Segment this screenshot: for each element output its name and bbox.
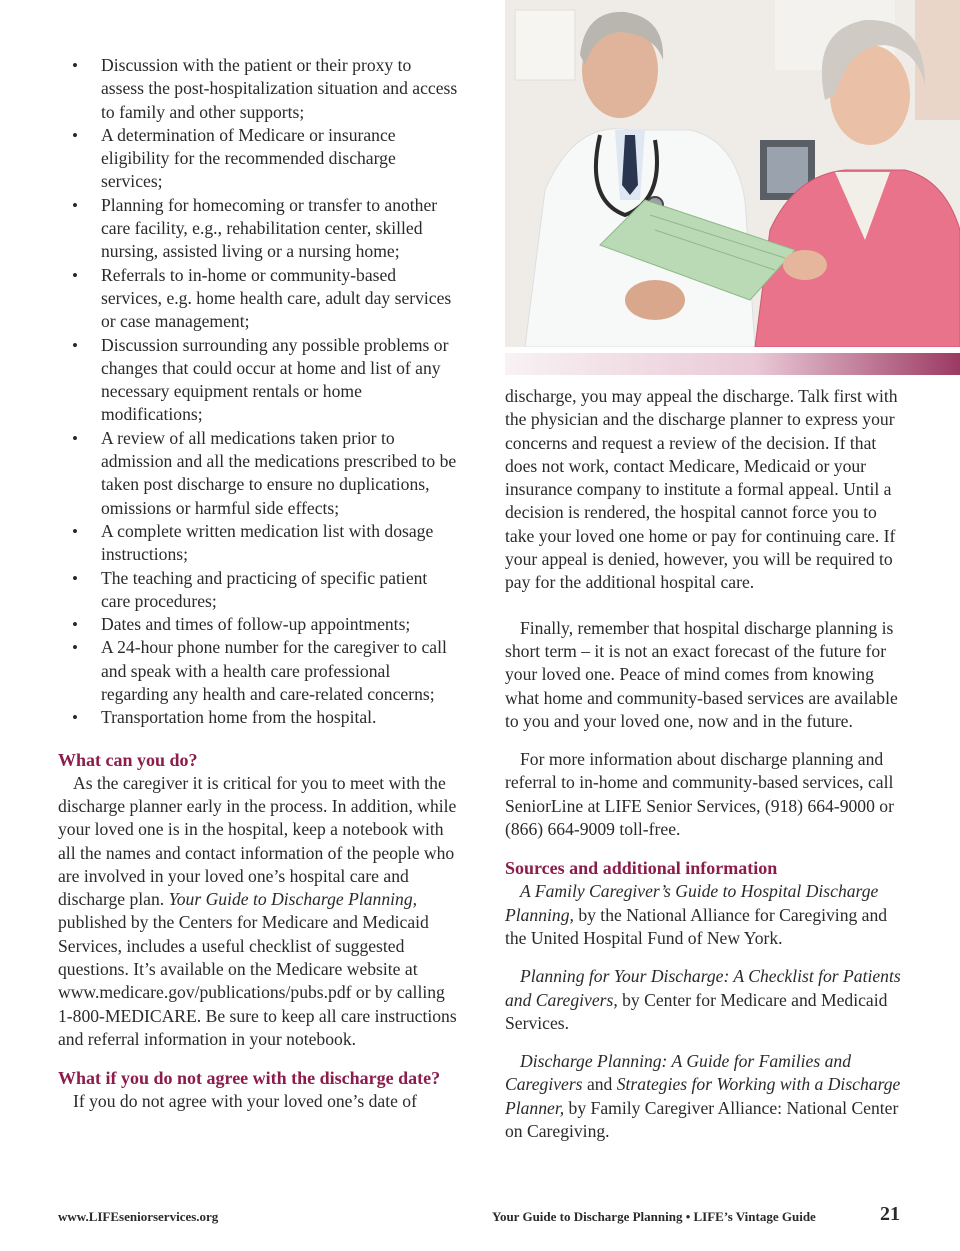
section-heading-what-can-you-do: What can you do? [58, 749, 198, 770]
list-item: • Discussion surrounding any possible problems or changes that could occur at home and list of any necessary equipment rentals or home modifications; [58, 334, 458, 427]
list-item: • Transportation home from the hospital. [58, 706, 458, 729]
list-item: • A review of all medications taken prior to admission and all the medications prescribed to be taken post discharge to ensure no duplications, omissions or harmful side effects; [58, 427, 458, 520]
guide-title: Your Guide to Discharge Planning, [168, 889, 418, 910]
source-entry [505, 1050, 905, 1143]
source-text: and [586, 1074, 613, 1095]
source-title: A Family Caregiver’s Guide to Hospital Discharge Planning, [505, 881, 879, 925]
list-item: • The teaching and practicing of specific patient care procedures; [58, 567, 458, 614]
list-item: • A complete written medication list with dosage instructions; [58, 520, 458, 567]
page-number: 21 [880, 1203, 900, 1225]
paragraph-more-info: For more information about discharge planning and referral to in-home and community-based services, call SeniorLine at LIFE Senior Services, (918) 664-9000 or (866) 664-9009 toll-free. [505, 749, 894, 840]
paragraph-finally: Finally, remember that hospital discharge planning is short term – it is not an exact forecast of the future for your loved one. Peace of mind comes from knowing what home and community-based services are available to you and your loved one, now and in the future. [505, 617, 898, 731]
section-heading-sources: Sources and additional information [505, 858, 778, 879]
list-item: • Discussion with the patient or their proxy to assess the post-hospitalization situation and access to family and other supports; [58, 54, 458, 124]
paragraph-disagree-continued: discharge, you may appeal the discharge. Talk first with the physician and the discharge planner to express your concerns and request a review of the decision. If that does not work, contact Medicare, Medicaid or your insurance company to institute a formal appeal. Until a decision is rendered, the hospital cannot force you to take your loved one home or pay for continuing care. If your appeal is denied, however, you will be required to pay for the additional hospital care. [505, 386, 898, 593]
photo-doctor-and-patient [505, 0, 960, 347]
paragraph-disagree-start: If you do not agree with your loved one’s date of [73, 1091, 417, 1112]
decorative-gradient-bar [505, 353, 960, 375]
source-text: by Family Caregiver Alliance: National Center on Caregiving. [505, 1097, 899, 1142]
source-entry [505, 965, 905, 1035]
paragraph-text: published by the Centers for Medicare and Medicaid Services, includes a useful checklist of suggested questions. It’s available on the Medicare website at www.medicare.gov/publications/pubs.pdf or by calling 1-800-MEDICARE. Be sure to keep all care instructions and referral information in your notebook. [58, 912, 457, 1049]
source-title: Strategies for Working with a Discharge Planner, [505, 1074, 901, 1118]
footer-website: www.LIFEseniorservices.org [58, 1209, 219, 1224]
list-item: • A 24-hour phone number for the caregiver to call and speak with a health care professional regarding any health and care-related concerns; [58, 636, 458, 706]
source-title: Planning for Your Discharge: A Checklist for Patients and Caregivers, [505, 966, 901, 1010]
list-item: • Planning for homecoming or transfer to another care facility, e.g., rehabilitation center, skilled nursing, assisted living or a nursing home; [58, 194, 458, 264]
source-text: by Center for Medicare and Medicaid Services. [505, 989, 888, 1033]
list-item: • A determination of Medicare or insurance eligibility for the recommended discharge services; [58, 124, 458, 194]
discharge-plan-bullet-list [58, 54, 458, 730]
source-text: by the National Alliance for Caregiving and the United Hospital Fund of New York. [505, 904, 888, 948]
source-title: Discharge Planning: A Guide for Families and Caregivers [505, 1051, 851, 1095]
list-item: • Dates and times of follow-up appointments; [58, 613, 458, 636]
paragraph-text: As the caregiver it is critical for you to meet with the discharge planner early in the process. In addition, while your loved one is in the hospital, keep a notebook with all the names and contact information of the people who are involved in your loved one’s hospital care and discharge plan. [58, 772, 457, 910]
footer-guide-title: Your Guide to Discharge Planning • LIFE’s Vintage Guide [492, 1209, 816, 1224]
left-column [58, 54, 458, 1113]
right-column [505, 385, 905, 1143]
list-item: • Referrals to in-home or community-based services, e.g. home health care, adult day services or case management; [58, 264, 458, 334]
paragraph-caregiver-advice [58, 772, 458, 1052]
section-heading-disagree: What if you do not agree with the discharge date? [58, 1068, 441, 1089]
source-entry [505, 880, 905, 950]
